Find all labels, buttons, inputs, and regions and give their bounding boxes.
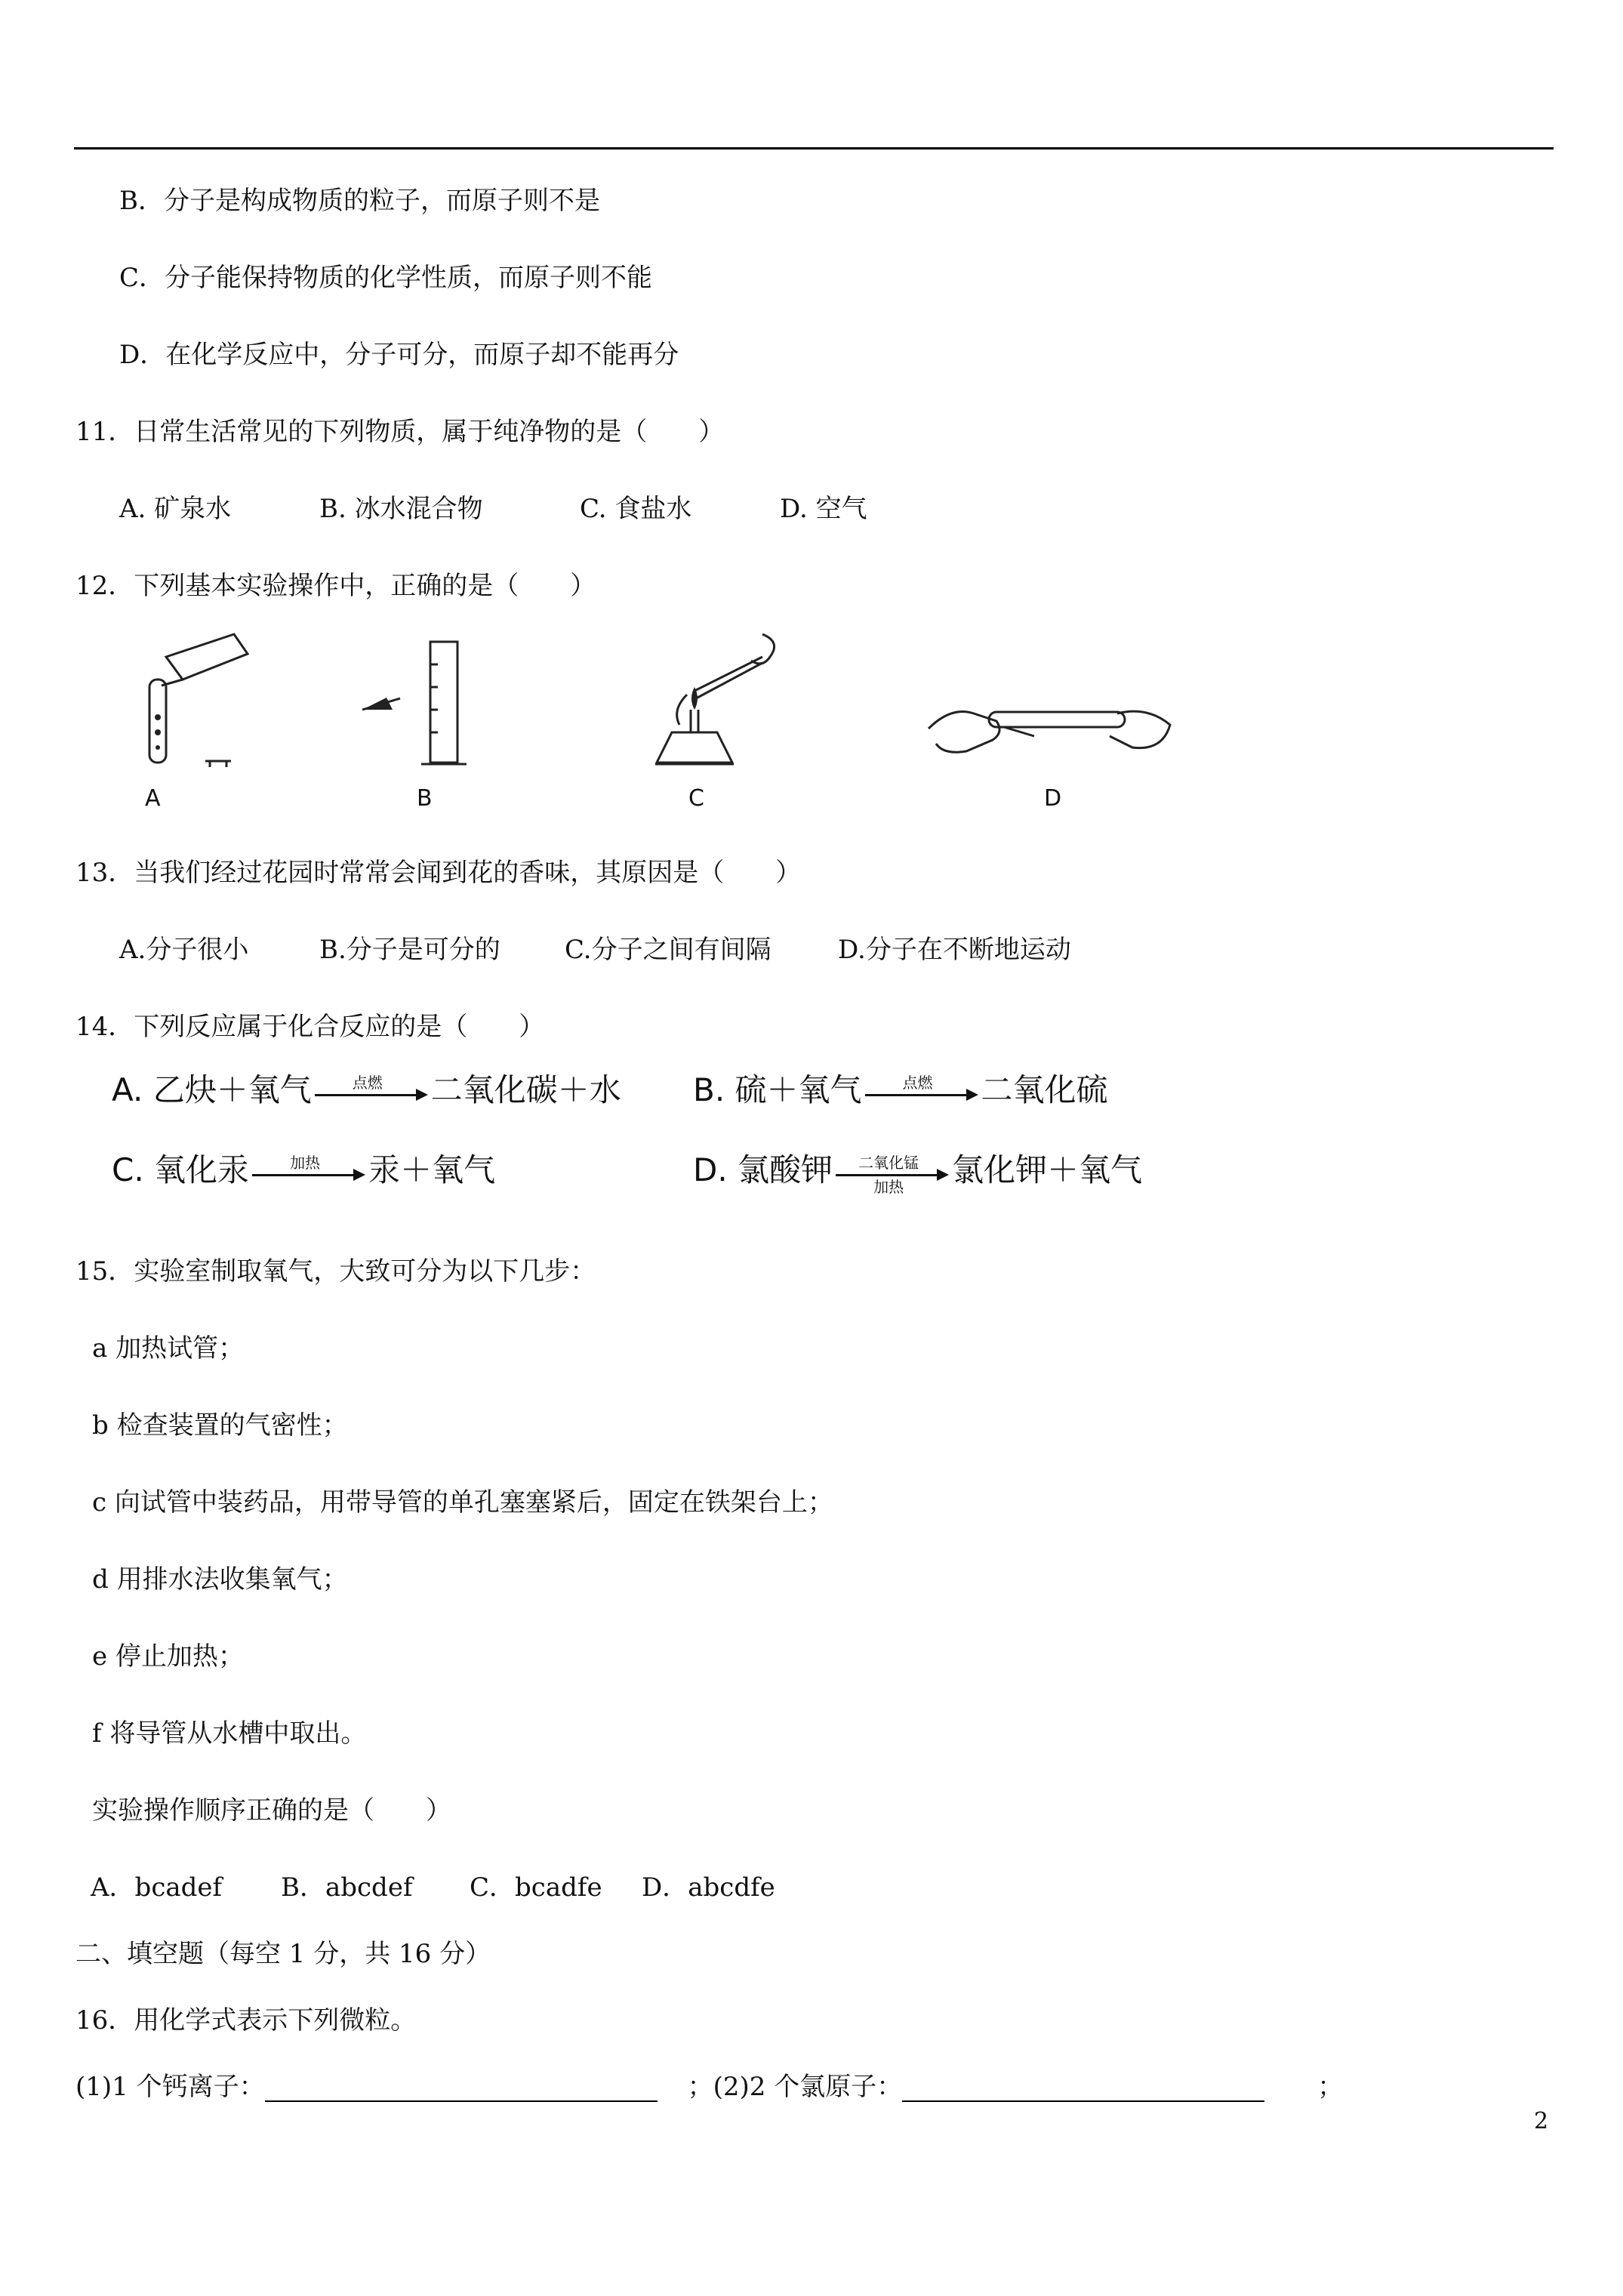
header-rule xyxy=(74,147,1554,149)
q15-option-a: A．bcadef xyxy=(91,1872,223,1903)
reaction-arrow: 点燃 xyxy=(865,1077,978,1108)
q14-b-products: 二氧化硫 xyxy=(981,1071,1108,1108)
reaction-arrow: 点燃 xyxy=(315,1077,428,1108)
q14-c-reactants: 氧化汞 xyxy=(154,1151,250,1188)
reaction-arrow: 二氧化锰 加热 xyxy=(836,1157,949,1188)
q13-option-a: A.分子很小 xyxy=(119,935,249,965)
q11-option-b: B. 冰水混合物 xyxy=(319,494,483,524)
q16-items xyxy=(75,2072,1343,2102)
q14-d-reactants: 氯酸钾 xyxy=(738,1151,833,1188)
q14-a-reactants: 乙炔＋氧气 xyxy=(152,1071,312,1108)
q13-stem: 13．当我们经过花园时常常会闻到花的香味，其原因是（ ） xyxy=(75,858,802,888)
answer-blank-2[interactable] xyxy=(902,2076,1264,2102)
q15-step-f: f 将导管从水槽中取出。 xyxy=(92,1718,367,1749)
q15-step-b: b 检查装置的气密性； xyxy=(92,1410,348,1441)
q16-stem: 16．用化学式表示下列微粒。 xyxy=(75,2005,417,2036)
figure-a-pouring-liquid xyxy=(136,627,257,770)
q14-option-b-equation xyxy=(693,1071,1108,1110)
section-2-title: 二、填空题（每空 1 分，共 16 分） xyxy=(75,1939,491,1969)
q13-option-d: D.分子在不断地运动 xyxy=(838,935,1071,965)
q11-option-c: C. 食盐水 xyxy=(580,494,692,524)
q16-item-1-label: (1)1 个钙离子： xyxy=(75,2072,265,2102)
answer-blank-1[interactable] xyxy=(265,2076,658,2102)
figure-label-a: A xyxy=(145,785,161,812)
q14-option-c-equation xyxy=(112,1151,495,1190)
q15-step-c: c 向试管中装药品，用带导管的单孔塞塞紧后，固定在铁架台上； xyxy=(92,1487,833,1518)
page-number: 2 xyxy=(1534,2108,1549,2134)
q14-d-label: D. xyxy=(693,1151,728,1188)
q14-c-products: 汞＋氧气 xyxy=(368,1151,496,1188)
figure-d-holding-test-tube xyxy=(921,683,1178,766)
figure-b-measuring-cylinder xyxy=(355,634,483,770)
q11-stem: 11．日常生活常见的下列物质，属于纯净物的是（ ） xyxy=(75,417,725,447)
q10-option-d: D．在化学反应中，分子可分，而原子却不能再分 xyxy=(119,340,679,370)
q16-end-mark: ； xyxy=(1317,2072,1344,2102)
q15-question: 实验操作顺序正确的是（ ） xyxy=(92,1795,451,1826)
figure-c-alcohol-lamp xyxy=(649,627,785,770)
figure-label-c: C xyxy=(688,785,704,812)
q15-option-c: C．bcadfe xyxy=(470,1872,602,1903)
q15-stem: 15．实验室制取氧气，大致可分为以下几步： xyxy=(75,1256,596,1287)
q14-b-label: B. xyxy=(693,1071,725,1108)
q10-option-b: B．分子是构成物质的粒子，而原子则不是 xyxy=(119,186,600,216)
reaction-arrow: 加热 xyxy=(252,1157,365,1188)
q15-step-a: a 加热试管； xyxy=(92,1333,245,1364)
figure-label-d: D xyxy=(1044,785,1062,812)
q10-option-c: C．分子能保持物质的化学性质，而原子则不能 xyxy=(119,263,653,293)
q16-separator: ； xyxy=(687,2072,713,2102)
q15-step-d: d 用排水法收集氧气； xyxy=(92,1564,348,1595)
q11-option-a: A. 矿泉水 xyxy=(119,494,232,524)
q16-item-2-label: (2)2 个氯原子： xyxy=(713,2072,903,2102)
q14-option-a-equation xyxy=(112,1071,621,1110)
q14-stem: 14．下列反应属于化合反应的是（ ） xyxy=(75,1012,545,1042)
q14-a-label: A. xyxy=(112,1071,143,1108)
q12-stem: 12．下列基本实验操作中，正确的是（ ） xyxy=(75,571,596,601)
q15-option-d: D．abcdfe xyxy=(642,1872,775,1903)
q13-option-c: C.分子之间有间隔 xyxy=(565,935,771,965)
q14-a-products: 二氧化碳＋水 xyxy=(430,1071,621,1108)
q14-b-reactants: 硫＋氧气 xyxy=(735,1071,862,1108)
q13-option-b: B.分子是可分的 xyxy=(319,935,500,965)
q14-d-products: 氯化钾＋氧气 xyxy=(952,1151,1143,1188)
q15-step-e: e 停止加热； xyxy=(92,1641,244,1672)
q11-option-d: D. 空气 xyxy=(780,494,867,524)
q14-c-label: C. xyxy=(112,1151,144,1188)
figure-label-b: B xyxy=(417,785,433,812)
q14-option-d-equation xyxy=(693,1151,1143,1196)
q15-option-b: B．abcdef xyxy=(281,1872,413,1903)
